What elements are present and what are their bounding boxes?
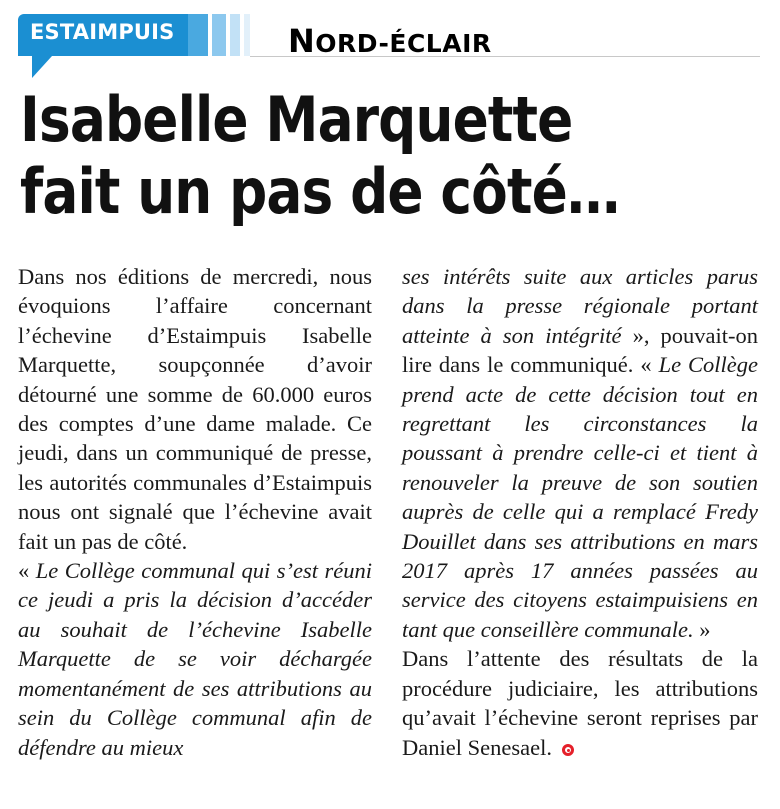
closing-paragraph: Dans l’attente des résultats de la procédure judiciaire, les attributions qu’avait l’échevine seront reprises par Daniel Senesael. [402, 646, 758, 760]
article-header [0, 0, 780, 80]
paragraph: Dans nos éditions de mercredi, nous évoquions l’affaire concernant l’échevine d’Estaimpuis Isabelle Marquette, soupçonnée d’avoir détourné une somme de 60.000 euros des comptes d’une dame malade. Ce jeudi, dans un communiqué de presse, les autorités communales d’Estaimpuis nous ont signalé que l’échevine avait fait un pas de côté. [18, 264, 372, 554]
section-tag-label: ESTAIMPUIS [30, 20, 175, 44]
end-mark-icon [562, 744, 574, 756]
headline-line-2: fait un pas de côté… [20, 155, 620, 228]
tag-stripes [188, 14, 258, 56]
section-tag-pointer [32, 56, 52, 78]
headline-line-1: Isabelle Marquette [20, 83, 573, 156]
article-column-right [402, 262, 758, 762]
quote-paragraph-continued: ses intérêts suite aux articles parus dans la presse régionale portant atteinte à son intégrité », pouvait-on lire dans le communiqué. « Le Collège prend acte de cette décision tout en regrettant les circonstances la poussant à prendre celle-ci et tient à renouveler la preuve de son soutien auprès de celle qui a remplacé Fredy Douillet dans ses attributions en mars 2017 après 17 années passées au service des citoyens estaimpuisiens en tant que conseillère communale. » [402, 264, 759, 642]
article-column-left [18, 262, 372, 762]
section-tag [18, 14, 188, 56]
headline [20, 84, 619, 228]
quote-paragraph: « Le Collège communal qui s’est réuni ce jeudi a pris la décision d’accéder au souhait de l’échevine Isabelle Marquette de se voir déchargée momentanément de ses attributions au sein du Collège communal afin de défendre au mieux [18, 558, 372, 760]
publication-name: NORD-ÉCLAIR [288, 22, 492, 60]
